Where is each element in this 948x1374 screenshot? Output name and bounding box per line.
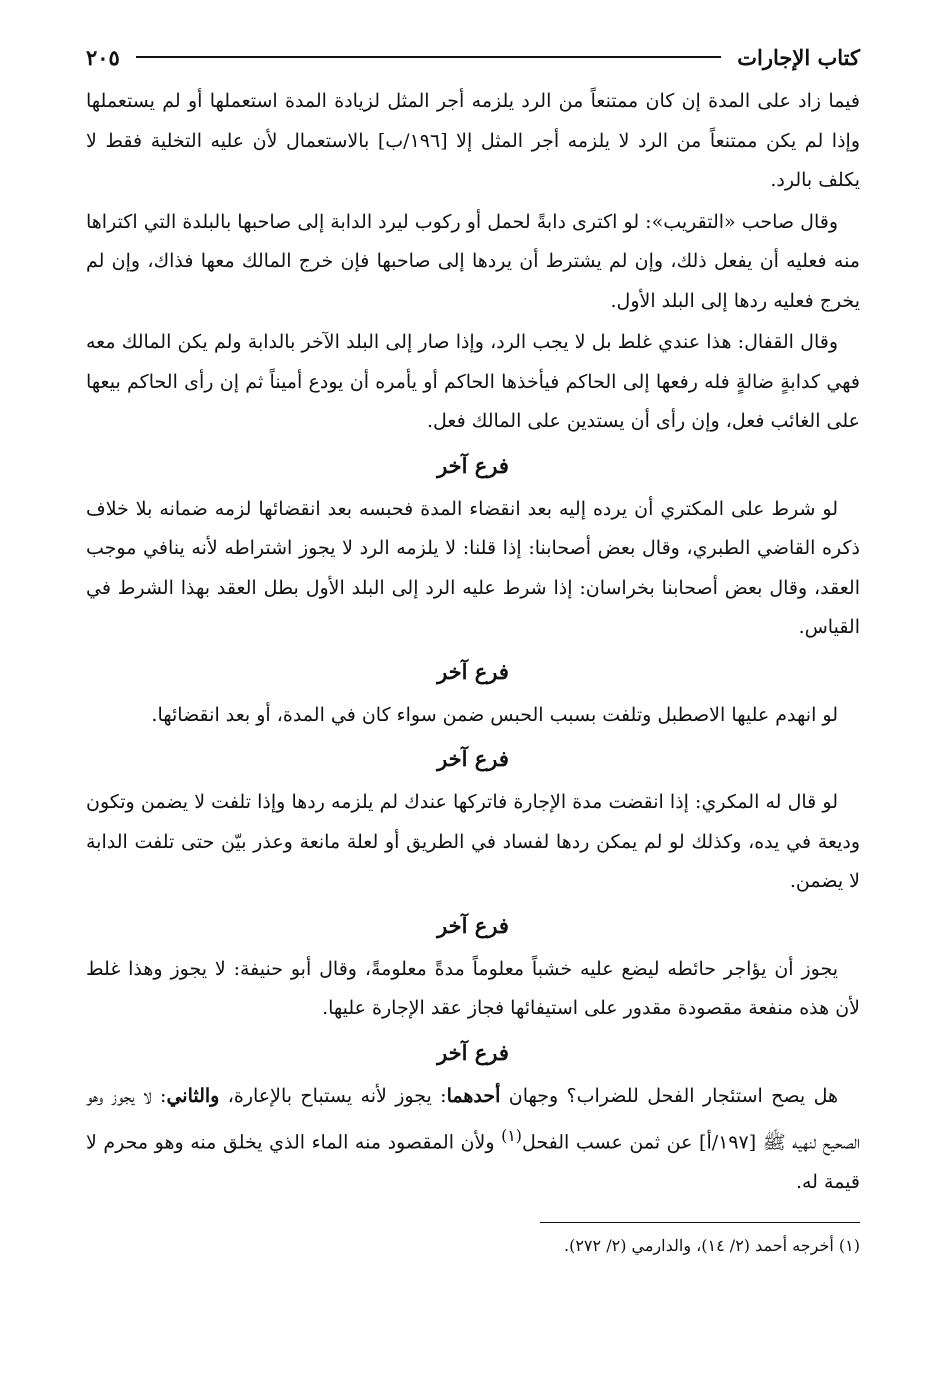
- footnote-marker: (١): [501, 1126, 522, 1145]
- text-run: : لا يجوز وهو الصحيح لنهيه ﷺ [١٩٧/أ] عن ثمن عسب الفحل: [86, 1084, 860, 1154]
- paragraph: وقال صاحب «التقريب»: لو اكترى دابةً لحمل أو ركوب ليرد الدابة إلى صاحبها بالبلدة التي اكتراها منه فعليه أن يفعل ذلك، وإن لم يشترط أن يردها إلى صاحبها فإن خرج المالك معها فذاك، وإن لم يخرج فعليه ردها إلى البلد الأول.: [86, 210, 860, 312]
- text-run: ولأن المقصود منه الماء الذي يخلق منه وهو محرم لا قيمة له.: [86, 1131, 860, 1193]
- header-rule: [136, 56, 721, 58]
- section-heading: فرع آخر: [437, 912, 509, 938]
- paragraph: فيما زاد على المدة إن كان ممتنعاً من الرد يلزمه أجر المثل لزيادة المدة استعملها أو لم يستعملها وإذا لم يكن ممتنعاً من الرد لا يلزمه أجر المثل إلا [١٩٦/ب] بالاستعمال لأن عليه التخلية فقط لا يكلف بالرد.: [86, 90, 860, 191]
- running-title: كتاب الإجارات: [737, 44, 860, 70]
- paragraph: [86, 1077, 860, 1203]
- text-run: : يجوز لأنه يستباح بالإعارة،: [219, 1084, 447, 1107]
- footnote: (١) أخرجه أحمد (٢/ ١٤)، والدارمي (٢/ ٢٧٢).: [564, 1236, 860, 1256]
- section-heading: فرع آخر: [437, 1039, 509, 1065]
- bold-term: أحدهما: [446, 1084, 501, 1107]
- bold-term: والثاني: [166, 1084, 220, 1107]
- paragraph: يجوز أن يؤاجر حائطه ليضع عليه خشباً معلوماً مدةً معلومةً، وقال أبو حنيفة: لا يجوز وهذا غلط لأن هذه منفعة مقصودة مقدور على استيفائها فجاز عقد الإجارة عليها.: [86, 957, 860, 1019]
- page-number: ٢٠٥: [86, 44, 120, 70]
- paragraph: لو انهدم عليها الاصطبل وتلفت بسبب الحبس ضمن سواء كان في المدة، أو بعد انقضائها.: [151, 703, 838, 726]
- paragraph: لو قال له المكري: إذا انقضت مدة الإجارة فاتركها عندك لم يلزمه ردها وإذا تلفت لا يضمن وتكون وديعة في يده، وكذلك لو لم يمكن ردها لفساد في الطريق أو لعلة مانعة وعذر بيّن حتى تلفت الدابة لا يضمن.: [86, 791, 860, 892]
- section-heading: فرع آخر: [437, 746, 509, 771]
- paragraph: لو شرط على المكتري أن يرده إليه بعد انقضاء المدة فحبسه بعد انقضائها لزمه ضمانه بلا خلاف ذكره القاضي الطبري، وقال بعض أصحابنا: إذا قلنا: لا يلزمه الرد لا يجوز اشتراطه لأنه ينافي موجب العقد، وقال بعض أصحابنا بخراسان: إذا شرط عليه الرد إلى البلد الأول بطل العقد بهذا الشرط في القياس.: [86, 497, 860, 638]
- page-body: [86, 82, 860, 1202]
- running-header: [86, 40, 860, 74]
- text-run: هل يصح استئجار الفحل للضراب؟ وجهان: [500, 1084, 838, 1107]
- footnote-separator: [540, 1222, 860, 1223]
- section-heading: فرع آخر: [437, 452, 509, 478]
- paragraph: وقال القفال: هذا عندي غلط بل لا يجب الرد، وإذا صار إلى البلد الآخر بالدابة ولم يكن المالك معه فهي كدابةٍ ضالةٍ فله رفعها إلى الحاكم فيأخذها الحاكم أو يأمره أن يودع أميناً ثم إن رأى الحاكم بيعها على الغائب فعل، وإن رأى أن يستدين على المالك فعل.: [86, 331, 860, 432]
- section-heading: فرع آخر: [437, 658, 509, 684]
